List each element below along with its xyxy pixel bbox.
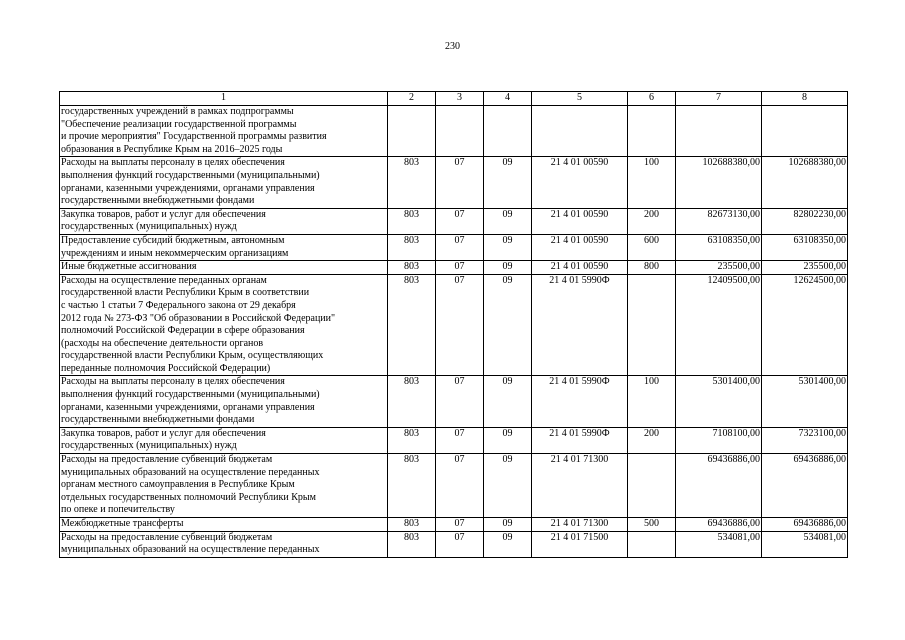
subsection-code-cell: 09: [484, 274, 532, 376]
amount-year-2-cell: 69436886,00: [762, 454, 848, 518]
subsection-code-cell: 09: [484, 518, 532, 532]
row-description-cell: государственных учреждений в рамках подпрограммы "Обеспечение реализации государственной программы и прочие мероприятия" Государственной программы развития образования в Республике Крым на 2016–2025 годы: [60, 106, 388, 157]
target-article-cell: 21 4 01 00590: [532, 208, 628, 234]
gl-code-cell: 803: [388, 157, 436, 208]
section-code-cell: 07: [436, 518, 484, 532]
row-description-cell: Закупка товаров, работ и услуг для обеспечения государственных (муниципальных) нужд: [60, 427, 388, 453]
expense-type-cell: 500: [628, 518, 676, 532]
amount-year-2-cell: 7323100,00: [762, 427, 848, 453]
amount-year-2-cell: 69436886,00: [762, 518, 848, 532]
amount-year-1-cell: 82673130,00: [676, 208, 762, 234]
row-description-cell: Межбюджетные трансферты: [60, 518, 388, 532]
target-article-cell: 21 4 01 71300: [532, 518, 628, 532]
subsection-code-cell: [484, 106, 532, 157]
amount-year-1-cell: 12409500,00: [676, 274, 762, 376]
section-code-cell: 07: [436, 157, 484, 208]
expense-type-cell: [628, 531, 676, 557]
target-article-cell: 21 4 01 71300: [532, 454, 628, 518]
column-header: 7: [676, 92, 762, 106]
amount-year-1-cell: 534081,00: [676, 531, 762, 557]
table-row: [60, 454, 848, 518]
table-row: [60, 208, 848, 234]
amount-year-2-cell: [762, 106, 848, 157]
amount-year-1-cell: 235500,00: [676, 261, 762, 275]
table-header-row: [60, 92, 848, 106]
expense-type-cell: 200: [628, 208, 676, 234]
amount-year-1-cell: [676, 106, 762, 157]
subsection-code-cell: 09: [484, 208, 532, 234]
gl-code-cell: 803: [388, 234, 436, 260]
amount-year-2-cell: 82802230,00: [762, 208, 848, 234]
amount-year-1-cell: 5301400,00: [676, 376, 762, 427]
column-header: 3: [436, 92, 484, 106]
gl-code-cell: 803: [388, 208, 436, 234]
gl-code-cell: 803: [388, 274, 436, 376]
budget-table: [59, 91, 848, 558]
gl-code-cell: 803: [388, 376, 436, 427]
table-row: [60, 531, 848, 557]
page-number: 230: [445, 41, 460, 52]
amount-year-1-cell: 69436886,00: [676, 454, 762, 518]
target-article-cell: 21 4 01 5990Ф: [532, 427, 628, 453]
subsection-code-cell: 09: [484, 234, 532, 260]
amount-year-1-cell: 69436886,00: [676, 518, 762, 532]
expense-type-cell: 800: [628, 261, 676, 275]
amount-year-2-cell: 534081,00: [762, 531, 848, 557]
target-article-cell: 21 4 01 00590: [532, 157, 628, 208]
section-code-cell: [436, 106, 484, 157]
table-row: [60, 376, 848, 427]
gl-code-cell: 803: [388, 261, 436, 275]
expense-type-cell: 600: [628, 234, 676, 260]
column-header: 1: [60, 92, 388, 106]
section-code-cell: 07: [436, 261, 484, 275]
target-article-cell: [532, 106, 628, 157]
expense-type-cell: [628, 274, 676, 376]
gl-code-cell: 803: [388, 427, 436, 453]
amount-year-1-cell: 63108350,00: [676, 234, 762, 260]
table-row: [60, 427, 848, 453]
amount-year-2-cell: 5301400,00: [762, 376, 848, 427]
target-article-cell: 21 4 01 5990Ф: [532, 274, 628, 376]
table-row: [60, 274, 848, 376]
section-code-cell: 07: [436, 531, 484, 557]
subsection-code-cell: 09: [484, 454, 532, 518]
section-code-cell: 07: [436, 427, 484, 453]
section-code-cell: 07: [436, 376, 484, 427]
table-row: [60, 234, 848, 260]
expense-type-cell: [628, 106, 676, 157]
section-code-cell: 07: [436, 208, 484, 234]
gl-code-cell: 803: [388, 518, 436, 532]
table-row: [60, 157, 848, 208]
gl-code-cell: [388, 106, 436, 157]
row-description-cell: Расходы на выплаты персоналу в целях обеспечения выполнения функций государственными (муниципальными) органами, казенными учреждениями, органами управления государственными внебюджетными фондами: [60, 376, 388, 427]
amount-year-1-cell: 7108100,00: [676, 427, 762, 453]
target-article-cell: 21 4 01 00590: [532, 261, 628, 275]
row-description-cell: Расходы на выплаты персоналу в целях обеспечения выполнения функций государственными (муниципальными) органами, казенными учреждениями, органами управления государственными внебюджетными фондами: [60, 157, 388, 208]
amount-year-2-cell: 102688380,00: [762, 157, 848, 208]
column-header: 2: [388, 92, 436, 106]
table-row: [60, 106, 848, 157]
row-description-cell: Иные бюджетные ассигнования: [60, 261, 388, 275]
gl-code-cell: 803: [388, 531, 436, 557]
section-code-cell: 07: [436, 454, 484, 518]
section-code-cell: 07: [436, 274, 484, 376]
row-description-cell: Расходы на предоставление субвенций бюджетам муниципальных образований на осуществление переданных органам местного самоуправления в Республике Крым отдельных государственных полномочий Республики Крым по опеке и попечительству: [60, 454, 388, 518]
subsection-code-cell: 09: [484, 531, 532, 557]
expense-type-cell: 100: [628, 157, 676, 208]
expense-type-cell: 200: [628, 427, 676, 453]
row-description-cell: Расходы на осуществление переданных органам государственной власти Республики Крым в соответствии с частью 1 статьи 7 Федерального закона от 29 декабря 2012 года № 273-ФЗ "Об образовании в Российской Федерации" полномочий Российской Федерации в сфере образования (расходы на обеспечение деятельности органов государственной власти Республики Крым, осуществляющих переданные полномочия Российской Федерации): [60, 274, 388, 376]
amount-year-2-cell: 235500,00: [762, 261, 848, 275]
column-header: 6: [628, 92, 676, 106]
target-article-cell: 21 4 01 5990Ф: [532, 376, 628, 427]
section-code-cell: 07: [436, 234, 484, 260]
amount-year-2-cell: 63108350,00: [762, 234, 848, 260]
target-article-cell: 21 4 01 71500: [532, 531, 628, 557]
gl-code-cell: 803: [388, 454, 436, 518]
subsection-code-cell: 09: [484, 376, 532, 427]
amount-year-1-cell: 102688380,00: [676, 157, 762, 208]
table-row: [60, 518, 848, 532]
column-header: 8: [762, 92, 848, 106]
column-header: 5: [532, 92, 628, 106]
amount-year-2-cell: 12624500,00: [762, 274, 848, 376]
table-row: [60, 261, 848, 275]
row-description-cell: Закупка товаров, работ и услуг для обеспечения государственных (муниципальных) нужд: [60, 208, 388, 234]
target-article-cell: 21 4 01 00590: [532, 234, 628, 260]
expense-type-cell: [628, 454, 676, 518]
expense-type-cell: 100: [628, 376, 676, 427]
row-description-cell: Расходы на предоставление субвенций бюджетам муниципальных образований на осуществление переданных: [60, 531, 388, 557]
column-header: 4: [484, 92, 532, 106]
subsection-code-cell: 09: [484, 261, 532, 275]
subsection-code-cell: 09: [484, 157, 532, 208]
subsection-code-cell: 09: [484, 427, 532, 453]
row-description-cell: Предоставление субсидий бюджетным, автономным учреждениям и иным некоммерческим организациям: [60, 234, 388, 260]
